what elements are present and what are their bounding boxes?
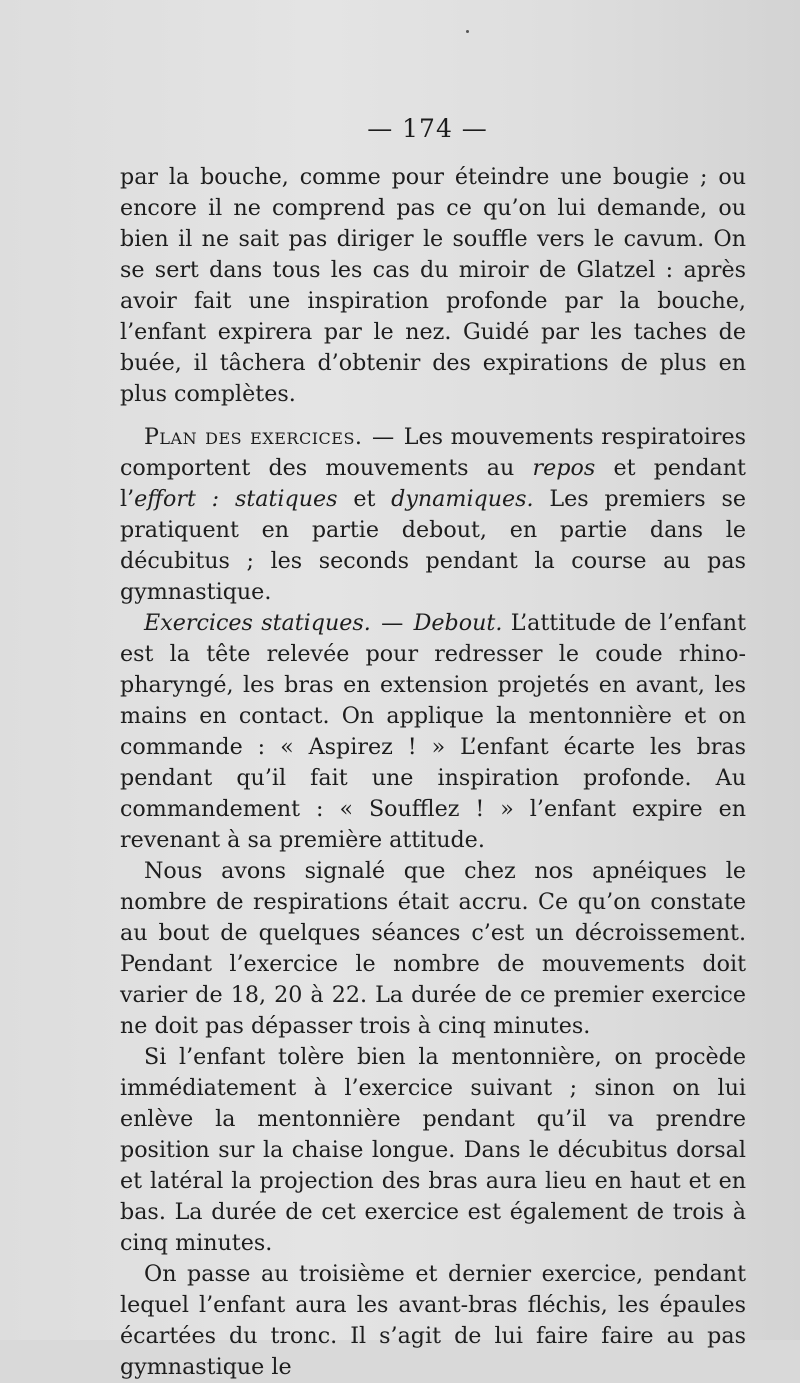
- em-dash: —: [372, 424, 395, 450]
- paragraph-text: par la bouche, comme pour éteindre une bougie ; ou encore il ne comprend pas ce qu’on lui demande, ou bien il ne sait pas diriger le souffle vers le cavum. On se sert dans tous les cas du miroir de Glatzel : après avoir fait une inspiration profonde par la bouche, l’enfant expirera par le nez. Guidé par les taches de buée, il tâchera d’obtenir des expirations de plus en plus complètes.: [120, 164, 746, 407]
- italic-term: dynamiques.: [391, 486, 534, 512]
- em-dash: —: [381, 610, 404, 636]
- text-run: Les premiers se pratiquent en partie debout, en partie dans le décubitus ; les seconds pendant la course au pas gymnastique.: [120, 486, 746, 605]
- italic-term: effort :: [134, 486, 220, 512]
- paragraph-text: On passe au troisième et dernier exercice, pendant lequel l’enfant aura les avant-bras fléchis, les épaules écartées du tronc. Il s’agit de lui faire faire au pas gymnastique le: [120, 1261, 746, 1380]
- page-number: — 174 —: [367, 114, 488, 143]
- ink-speck: [466, 30, 469, 33]
- paragraph-text: Nous avons signalé que chez nos apnéiques le nombre de respirations était accru. Ce qu’on constate au bout de quelques séances c’est un décroissement. Pendant l’exercice le nombre de mouvements doit varier de 18, 20 à 22. La durée de ce premier exercice ne doit pas dépasser trois à cinq minutes.: [120, 858, 746, 1039]
- section-heading: Plan des exercices.: [144, 424, 363, 450]
- italic-subheading: Debout.: [413, 610, 503, 636]
- section-plan-des-exercices: [120, 422, 746, 1383]
- italic-term: repos: [532, 455, 596, 481]
- section-paragraph: [120, 422, 746, 608]
- text-run: et: [353, 486, 376, 512]
- text-run: Les mouvements respiratoires comportent des mouvements au: [120, 424, 746, 481]
- text-run: et pendant l’: [120, 455, 746, 512]
- paragraph-text: Si l’enfant tolère bien la mentonnière, on procède immédiatement à l’exercice suivant ; sinon on lui enlève la mentonnière pendant qu’il va prendre position sur la chaise longue. Dans le décubitus dorsal et latéral la projection des bras aura lieu en haut et en bas. La durée de cet exercice est également de trois à cinq minutes.: [120, 1044, 746, 1256]
- exercises-paragraph: [120, 608, 746, 856]
- italic-term: statiques: [234, 486, 338, 512]
- paragraph-continuation: [120, 162, 746, 410]
- text-run: L’attitude de l’enfant est la tête relevée pour redresser le coude rhino-pharyngé, les bras en extension projetés en avant, les mains en contact. On applique la mentonnière et on commande : « Aspirez ! » L’enfant écarte les bras pendant qu’il fait une inspiration profonde. Au commandement : « Soufflez ! » l’enfant expire en revenant à sa première attitude.: [120, 610, 747, 853]
- italic-subheading: Exercices statiques.: [144, 610, 371, 636]
